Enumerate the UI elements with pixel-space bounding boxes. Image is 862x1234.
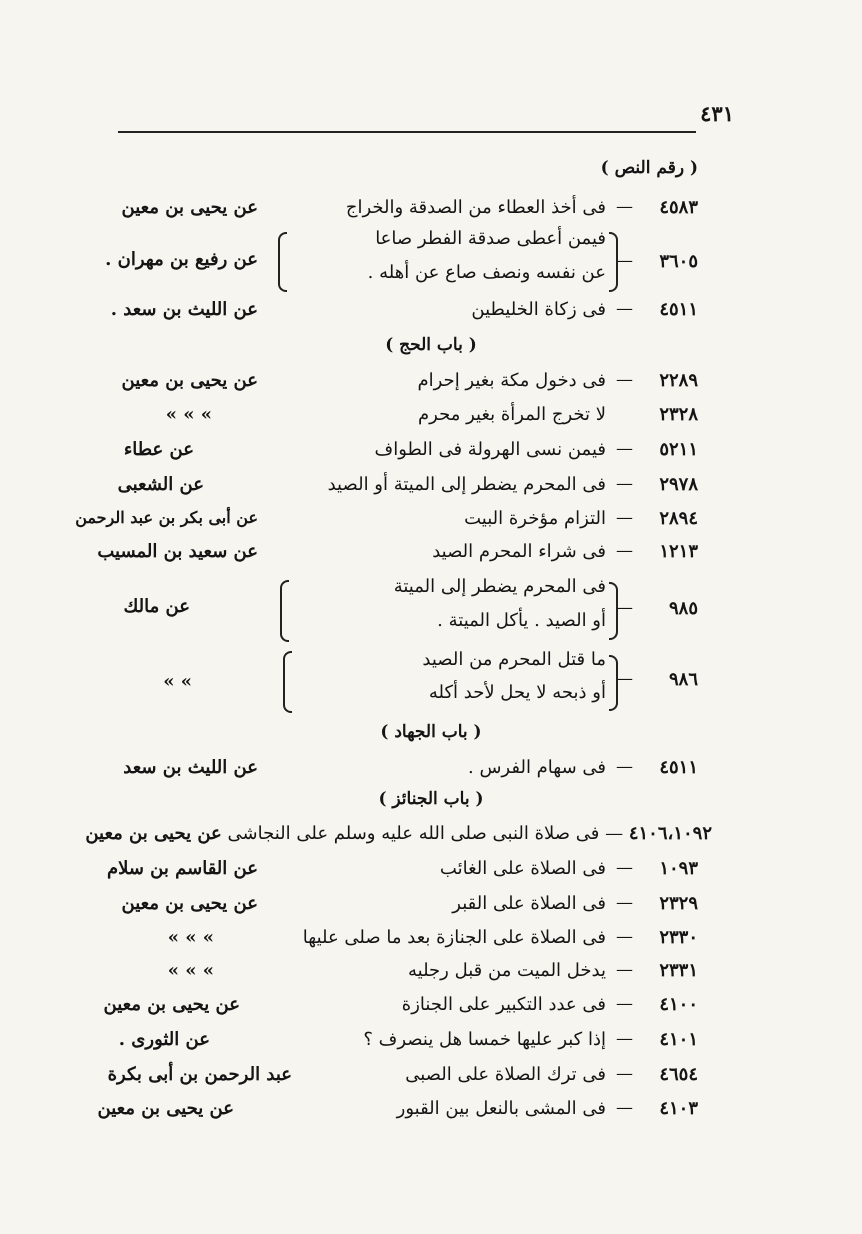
topic: فى المحرم يضطر إلى الميتة أو الصيد xyxy=(327,474,606,495)
dash: — xyxy=(616,370,633,390)
ditto-marks: » » » xyxy=(167,960,214,981)
dash: — xyxy=(616,508,633,528)
text-number: ١٢١٣ xyxy=(659,541,698,562)
ditto-marks: » » xyxy=(163,671,192,692)
narrator: عن يحيى بن معين xyxy=(121,893,258,914)
text-number: ١٠٩٣ xyxy=(659,858,698,879)
narrator: عن الشعبى xyxy=(117,474,204,495)
dash: — xyxy=(616,893,633,913)
dash: — xyxy=(616,541,633,561)
narrator: عن الثورى . xyxy=(118,1029,210,1050)
topic: فى الصلاة على القبر xyxy=(452,893,606,914)
narrator: عن يحيى بن معين xyxy=(97,1098,234,1119)
dash: — xyxy=(616,927,633,947)
topic-line-1: فى المحرم يضطر إلى الميتة xyxy=(393,576,606,597)
text-number: ٤٥١١ xyxy=(659,757,698,778)
brace-left xyxy=(278,232,287,292)
text-number: ٤١٠٣ xyxy=(659,1098,698,1119)
narrator: عن سعيد بن المسيب xyxy=(97,541,258,562)
text-number: ٤٦٥٤ xyxy=(659,1064,698,1085)
dash: — xyxy=(616,251,633,271)
topic: فى المشى بالنعل بين القبور xyxy=(396,1098,606,1119)
text-number: ٤٥١١ xyxy=(659,299,698,320)
text-number: ٣٦٠٥ xyxy=(659,251,698,272)
brace-left xyxy=(283,651,292,713)
text-number: ٤١٠٠ xyxy=(659,994,698,1015)
narrator: عن يحيى بن معين xyxy=(121,370,258,391)
topic: التزام مؤخرة البيت xyxy=(464,508,606,529)
topic: إذا كبر عليها خمسا هل ينصرف ؟ xyxy=(363,1029,606,1050)
brace-right xyxy=(609,232,618,292)
section-title-jihad: ( باب الجهاد ) xyxy=(380,722,482,742)
narrator: عن رفيع بن مهران . xyxy=(105,249,258,270)
dash: — xyxy=(605,823,624,844)
topic: فى شراء المحرم الصيد xyxy=(432,541,606,562)
dash: — xyxy=(616,1064,633,1084)
text-number: ٢٣٢٩ xyxy=(659,893,698,914)
dash: — xyxy=(616,858,633,878)
narrator: عن الليث بن سعد . xyxy=(110,299,258,320)
dash: — xyxy=(616,994,633,1014)
topic: لا تخرج المرأة بغير محرم xyxy=(418,404,606,425)
text-number: ٩٨٦ xyxy=(668,669,698,690)
text-number: ٢٩٧٨ xyxy=(659,474,698,495)
topic: فى أخذ العطاء من الصدقة والخراج xyxy=(345,197,606,218)
narrator: عن مالك xyxy=(123,596,190,617)
text-number: ٤١٠٦،١٠٩٢ xyxy=(628,823,712,844)
dash: — xyxy=(616,757,633,777)
dash: — xyxy=(616,474,633,494)
text-number: ٩٨٥ xyxy=(668,598,698,619)
topic: فى صلاة النبى صلى الله عليه وسلم على النجاشى xyxy=(227,823,600,844)
topic: يدخل الميت من قبل رجليه xyxy=(408,960,606,981)
topic: فى زكاة الخليطين xyxy=(471,299,606,320)
ditto-marks: » » » xyxy=(165,404,212,425)
topic: فى دخول مكة بغير إحرام xyxy=(417,370,606,391)
narrator: عن يحيى بن معين xyxy=(121,197,258,218)
dash: — xyxy=(616,197,633,217)
narrator: عبد الرحمن بن أبى بكرة xyxy=(107,1064,292,1085)
text-number: ٢٣٢٨ xyxy=(659,404,698,425)
dash: — xyxy=(616,1098,633,1118)
text-number: ٤١٠١ xyxy=(659,1029,698,1050)
brace-left xyxy=(280,580,289,642)
topic: فى الصلاة على الجنازة بعد ما صلى عليها xyxy=(302,927,606,948)
topic: فى الصلاة على الغائب xyxy=(439,858,606,879)
dash: — xyxy=(616,960,633,980)
topic: فى سهام الفرس . xyxy=(468,757,606,778)
brace-right xyxy=(609,655,618,711)
section-title-hajj: ( باب الحج ) xyxy=(385,335,477,355)
section-title-janaiz: ( باب الجنائز ) xyxy=(378,789,484,809)
topic: فى ترك الصلاة على الصبى xyxy=(405,1064,606,1085)
text-number: ٢٣٣١ xyxy=(659,960,698,981)
dash: — xyxy=(616,598,633,618)
narrator: عن يحيى بن معين xyxy=(103,994,240,1015)
text-number: ٥٢١١ xyxy=(659,439,698,460)
column-header: ( رقم النص ) xyxy=(600,158,698,178)
ditto-marks: » » » xyxy=(167,927,214,948)
dash: — xyxy=(616,1029,633,1049)
header-rule xyxy=(118,131,696,133)
narrator: عن عطاء xyxy=(123,439,194,460)
narrator: عن الليث بن سعد xyxy=(123,757,258,778)
entry-row-wide xyxy=(85,823,712,844)
narrator: عن أبى بكر بن عبد الرحمن xyxy=(75,508,258,527)
dash: — xyxy=(616,669,633,689)
brace-right xyxy=(609,582,618,640)
text-number: ٢٢٨٩ xyxy=(659,370,698,391)
text-number: ٢٣٣٠ xyxy=(659,927,698,948)
dash: — xyxy=(616,439,633,459)
topic-line-2: أو ذبحه لا يحل لأحد أكله xyxy=(428,682,606,703)
narrator: عن يحيى بن معين xyxy=(85,823,222,844)
text-number: ٢٨٩٤ xyxy=(659,508,698,529)
topic-line-2: أو الصيد . يأكل الميتة . xyxy=(437,610,606,631)
dash: — xyxy=(616,299,633,319)
topic-line-1: فيمن أعطى صدقة الفطر صاعا xyxy=(375,228,606,249)
topic: فيمن نسى الهرولة فى الطواف xyxy=(374,439,606,460)
page-number: ٤٣١ xyxy=(700,101,734,126)
text-number: ٤٥٨٣ xyxy=(659,197,698,218)
topic-line-1: ما قتل المحرم من الصيد xyxy=(422,649,606,670)
narrator: عن القاسم بن سلام xyxy=(106,858,258,879)
topic-line-2: عن نفسه ونصف صاع عن أهله . xyxy=(367,262,606,283)
topic: فى عدد التكبير على الجنازة xyxy=(401,994,606,1015)
